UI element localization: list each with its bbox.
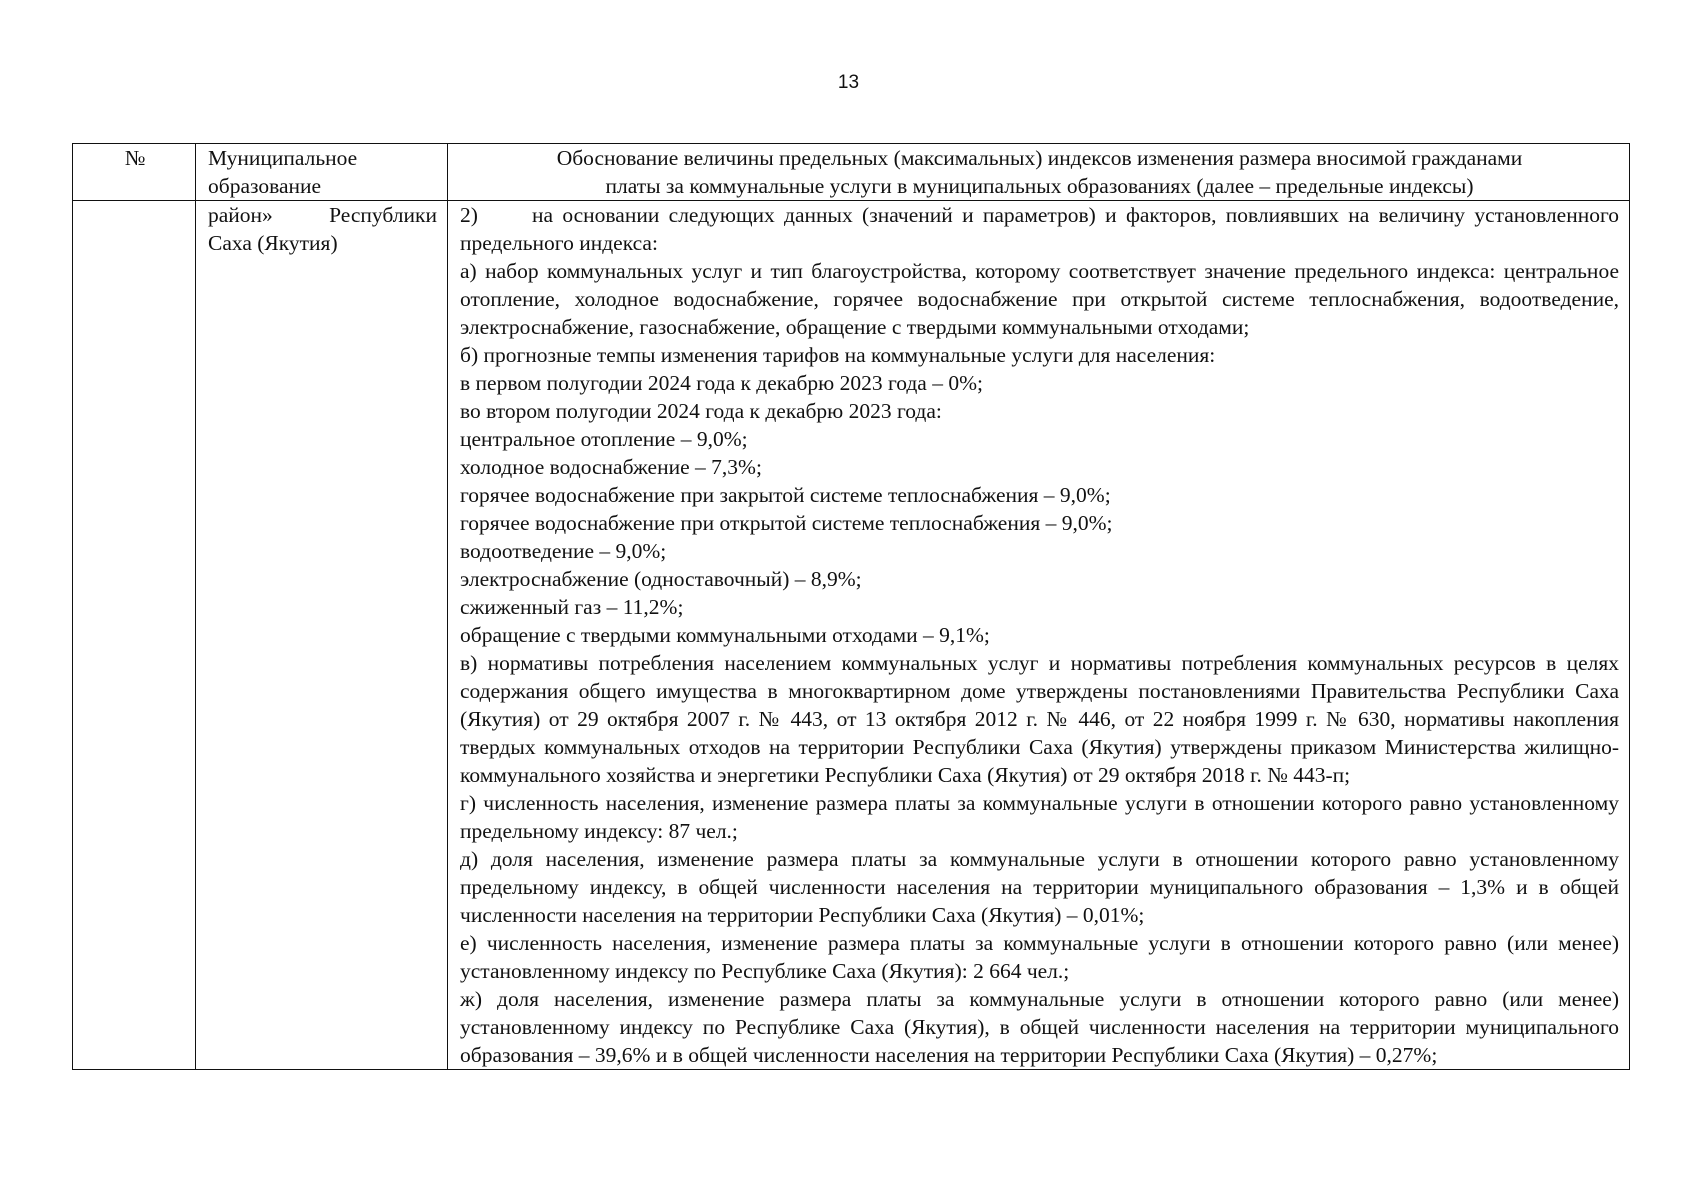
row-basis-cell: [448, 201, 1630, 1070]
header-basis-line1: Обоснование величины предельных (максимальных) индексов изменения размера вносимой гражданами: [556, 146, 1523, 170]
basis-item-b-line: во втором полугодии 2024 года к декабрю 2023 года:: [460, 399, 942, 423]
basis-item-b-line: обращение с твердыми коммунальными отходами – 9,1%;: [460, 623, 990, 647]
basis-item-2-text: на основании следующих данных (значений и параметров) и факторов, повлиявших на величину установленного предельного индекса:: [460, 203, 1619, 255]
header-num: №: [73, 144, 196, 201]
basis-item-b-line: центральное отопление – 9,0%;: [460, 427, 748, 451]
row-municipality-cell: [196, 201, 448, 1070]
basis-item-b: б) прогнозные темпы изменения тарифов на коммунальные услуги для населения:: [460, 343, 1216, 367]
municipality-line2: Саха (Якутия): [208, 231, 338, 255]
basis-item-v: в) нормативы потребления населением коммунальных услуг и нормативы потребления коммунальных ресурсов в целях содержания общего имущества в многоквартирном доме утверждены постановлениями Правительства Республики Саха (Якутия) от 29 октября 2007 г. № 443, от 13 октября 2012 г. № 446, от 22 ноября 1999 г. № 630, нормативы накопления твердых коммунальных отходов на территории Республики Саха (Якутия) утверждены приказом Министерства жилищно-коммунального хозяйства и энергетики Республики Саха (Якутия) от 29 октября 2018 г. № 443-п;: [460, 651, 1619, 787]
basis-item-b-line: водоотведение – 9,0%;: [460, 539, 667, 563]
header-municipality: Муниципальное образование: [196, 144, 448, 201]
header-basis-line2: платы за коммунальные услуги в муниципальных образованиях (далее – предельные индексы): [605, 174, 1474, 198]
header-row: [73, 144, 1630, 201]
basis-item-2-number: 2): [460, 203, 478, 227]
row-num-cell: [73, 201, 196, 1070]
basis-item-b-line: в первом полугодии 2024 года к декабрю 2023 года – 0%;: [460, 371, 983, 395]
basis-item-b-line: сжиженный газ – 11,2%;: [460, 595, 684, 619]
basis-item-b-line: электроснабжение (одноставочный) – 8,9%;: [460, 567, 862, 591]
basis-item-2: [460, 201, 1619, 257]
basis-item-d: д) доля населения, изменение размера платы за коммунальные услуги в отношении которого равно установленному предельному индексу, в общей численности населения на территории муниципального образования – 1,3% и в общей численности населения на территории Республики Саха (Якутия) – 0,01%;: [460, 847, 1619, 927]
basis-item-a: а) набор коммунальных услуг и тип благоустройства, которому соответствует значение предельного индекса: центральное отопление, холодное водоснабжение, горячее водоснабжение при открытой системе теплоснабжения, водоотведение, электроснабжение, газоснабжение, обращение с твердыми коммунальными отходами;: [460, 259, 1619, 339]
header-basis: [448, 144, 1630, 201]
basis-item-b-line: холодное водоснабжение – 7,3%;: [460, 455, 762, 479]
table-row: [73, 201, 1630, 1070]
basis-item-e: е) численность населения, изменение размера платы за коммунальные услуги в отношении которого равно (или менее) установленному индексу по Республике Саха (Якутия): 2 664 чел.;: [460, 931, 1619, 983]
indices-table: [72, 143, 1630, 1070]
basis-item-g: г) численность населения, изменение размера платы за коммунальные услуги в отношении которого равно установленному предельному индексу: 87 чел.;: [460, 791, 1619, 843]
basis-item-b-line: горячее водоснабжение при открытой системе теплоснабжения – 9,0%;: [460, 511, 1113, 535]
municipality-line1: район» Республики: [208, 203, 437, 227]
page-number: 13: [837, 72, 860, 93]
basis-item-b-line: горячее водоснабжение при закрытой системе теплоснабжения – 9,0%;: [460, 483, 1111, 507]
table-header: [73, 144, 1630, 201]
basis-item-zh: ж) доля населения, изменение размера платы за коммунальные услуги в отношении которого равно (или менее) установленному индексу по Республике Саха (Якутия), в общей численности населения на территории муниципального образования – 39,6% и в общей численности населения на территории Республики Саха (Якутия) – 0,27%;: [460, 987, 1619, 1067]
